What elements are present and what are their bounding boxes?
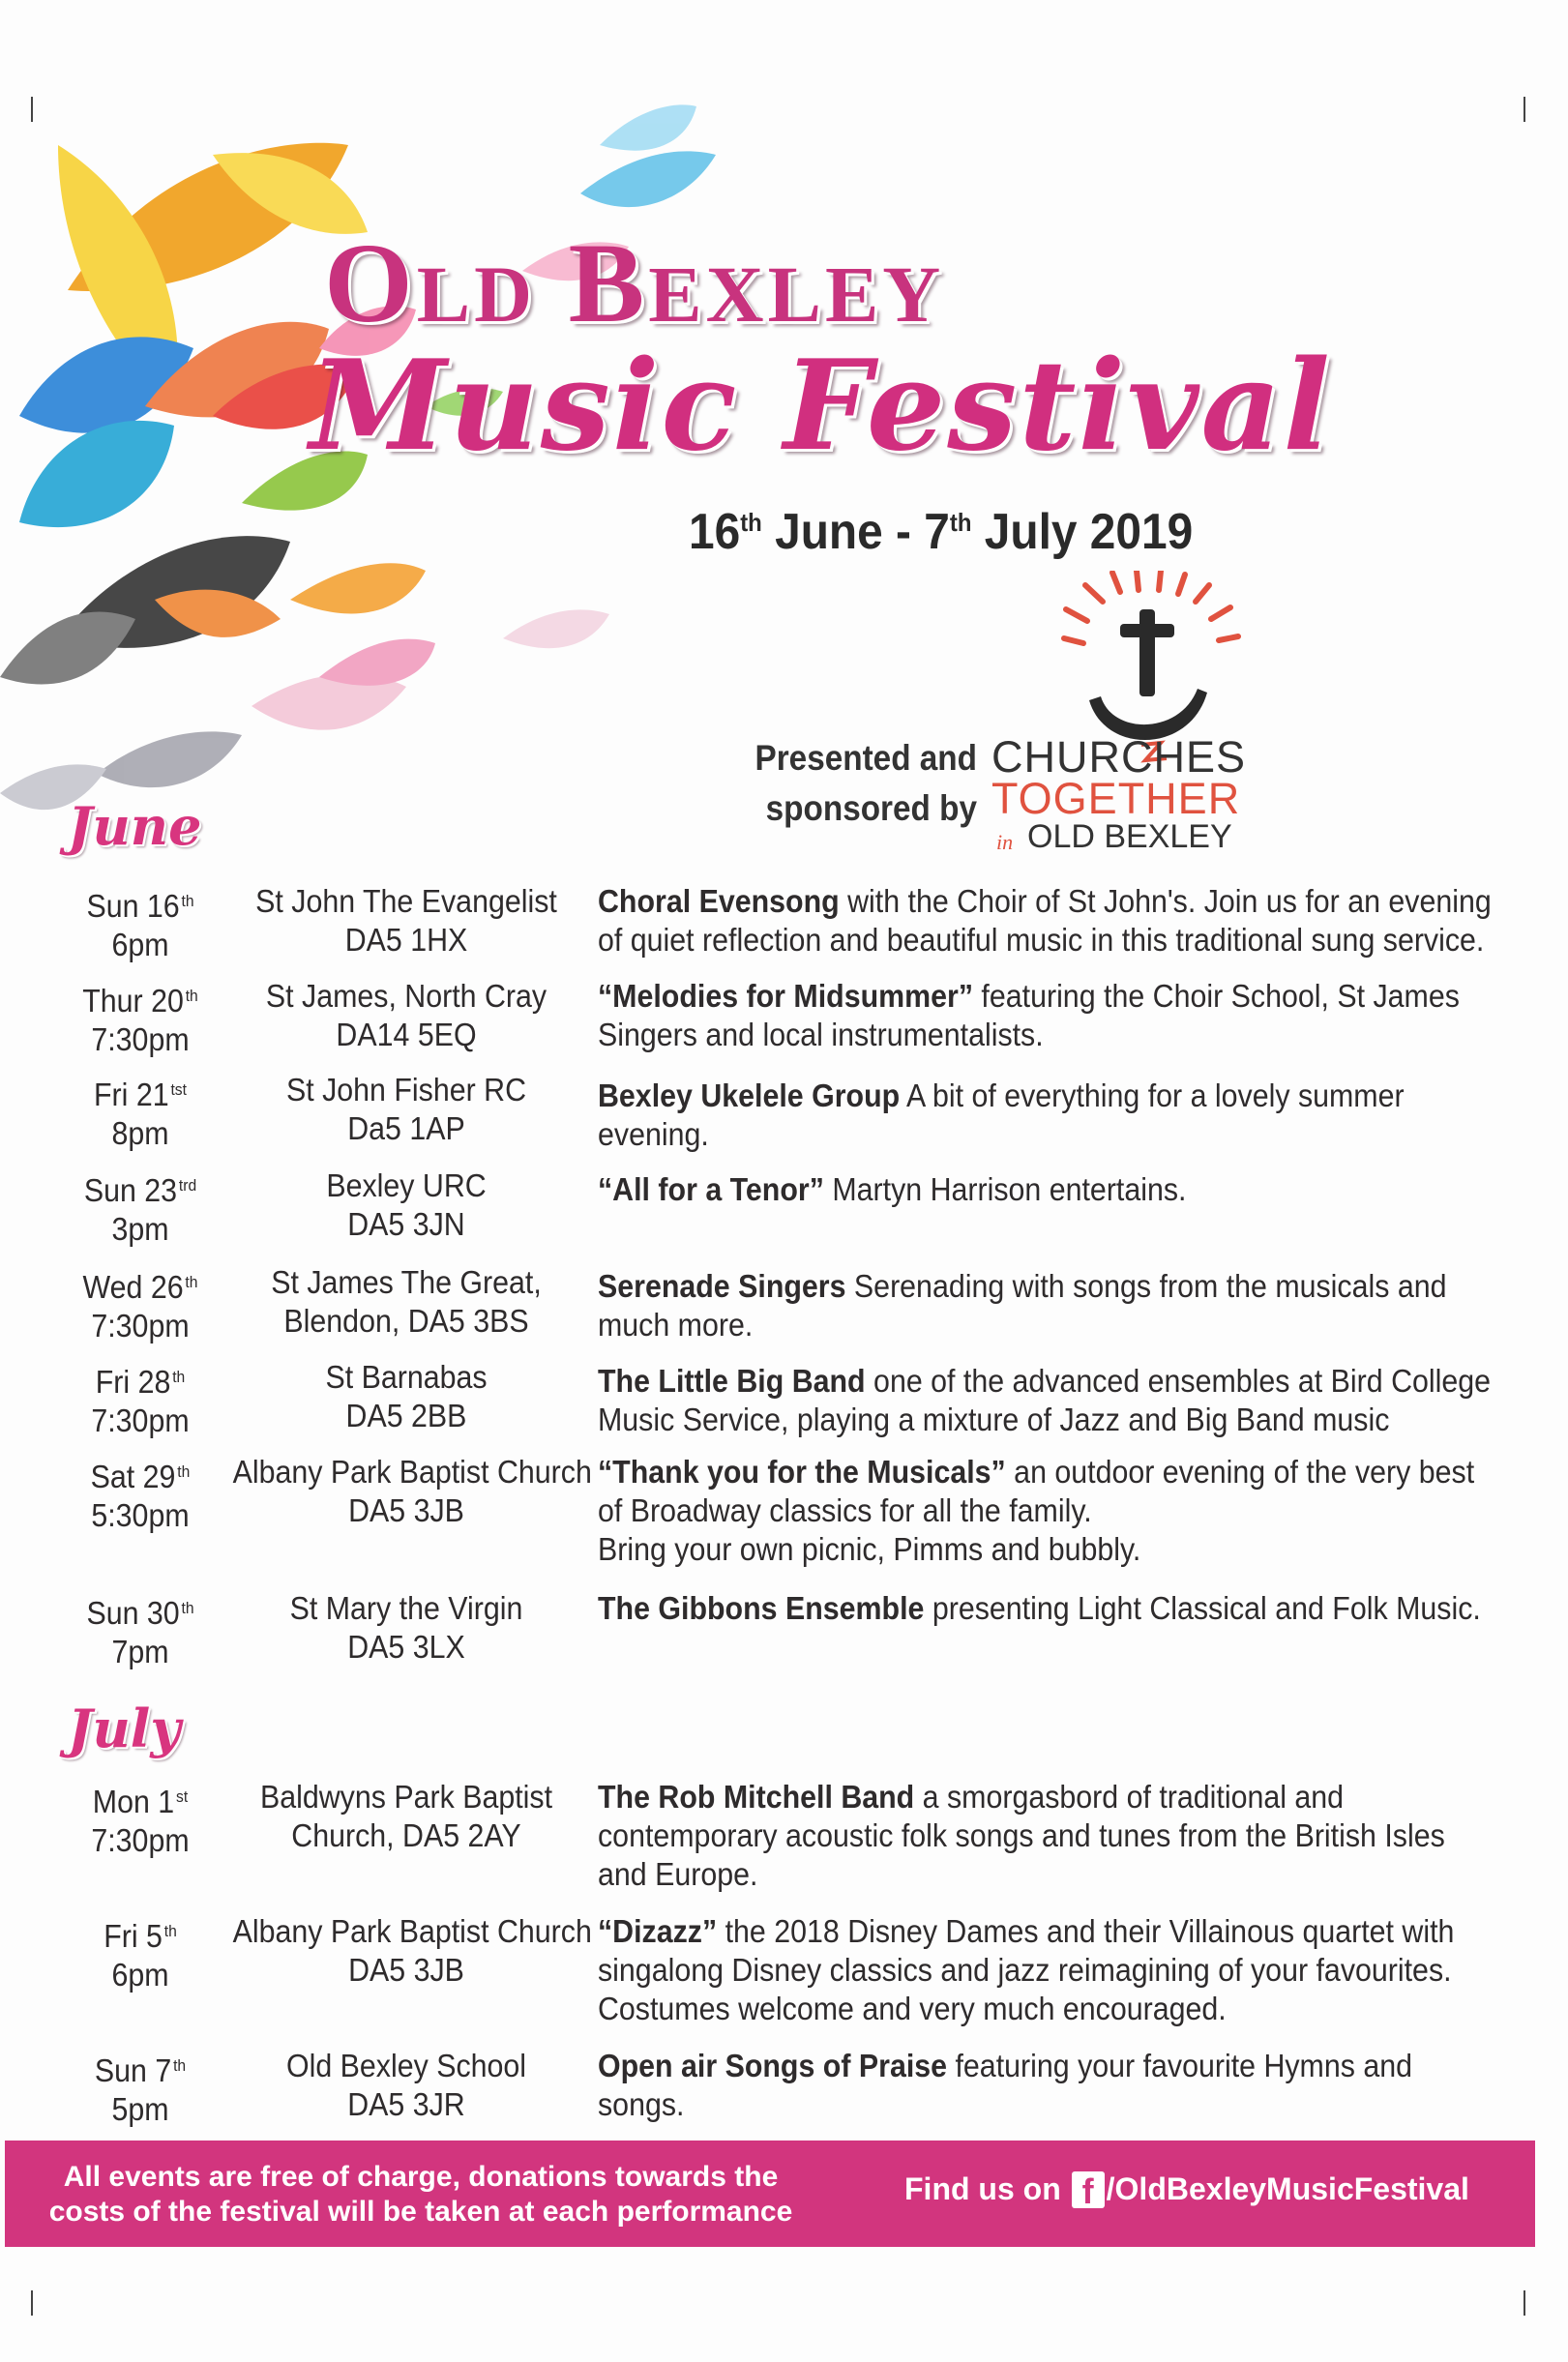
- event-date: Mon 1 $^{st}$ 7:30pm: [91, 1784, 190, 1858]
- festival-title-line2: Music Festival: [310, 334, 1332, 479]
- sponsor-text: [742, 733, 977, 834]
- event-title: “All for a Tenor”: [598, 1171, 824, 1207]
- event-date: Sun 23 $^{trd}$ 3pm: [83, 1172, 197, 1247]
- event-date: Fri 5 $^{th}$ 6pm: [104, 1918, 177, 1993]
- crop-mark: [1524, 2290, 1525, 2316]
- logo-together: TOGETHER: [991, 774, 1241, 823]
- event-venue: St John Fisher RC Da5 1AP: [285, 1072, 527, 1146]
- start-suffix: th: [740, 508, 762, 537]
- event-date: Wed 26 $^{th}$ 7:30pm: [82, 1269, 198, 1343]
- logo-in: in: [996, 830, 1014, 854]
- event-venue: Albany Park Baptist Church DA5 3JB: [232, 1913, 592, 1988]
- sponsor-line2: sponsored by: [765, 788, 977, 828]
- event-title: Serenade Singers: [598, 1268, 846, 1304]
- event-title: Choral Evensong: [598, 883, 840, 919]
- event-title: “Melodies for Midsummer”: [598, 978, 973, 1014]
- event-title: “Thank you for the Musicals”: [598, 1454, 1006, 1490]
- event-venue: St James, North Cray DA14 5EQ: [265, 978, 547, 1052]
- event-description: Serenade Singers Serenading with songs from the musicals and much more.: [598, 1268, 1447, 1343]
- start-month: June: [775, 504, 883, 560]
- event-venue: St John The Evangelist DA5 1HX: [255, 883, 557, 958]
- sponsor-line1: Presented and: [754, 738, 977, 778]
- facebook-link[interactable]: [904, 2171, 1469, 2211]
- event-title: Open air Songs of Praise: [598, 2048, 948, 2083]
- event-venue: Albany Park Baptist Church DA5 3JB: [232, 1454, 592, 1528]
- end-month-year: July 2019: [984, 504, 1194, 560]
- event-description: Bexley Ukelele Group A bit of everything for a lovely summer evening.: [598, 1078, 1405, 1152]
- event-venue: Bexley URC DA5 3JN: [326, 1167, 487, 1242]
- event-date: Fri 28 $^{th}$ 7:30pm: [91, 1364, 190, 1438]
- event-description: “Melodies for Midsummer” featuring the Choir School, St James Singers and local instrumentalists.: [598, 978, 1460, 1052]
- footer-notice-line2: costs of the festival will be taken at each performance: [48, 2196, 793, 2228]
- event-title: The Rob Mitchell Band: [598, 1779, 915, 1815]
- event-title: The Gibbons Ensemble: [598, 1590, 925, 1626]
- facebook-icon: f: [1072, 2171, 1105, 2208]
- event-title: The Little Big Band: [598, 1363, 866, 1399]
- event-description: The Little Big Band one of the advanced ensembles at Bird College Music Service, playing a mixture of Jazz and Big Band music: [598, 1363, 1492, 1437]
- crop-mark: [31, 2290, 33, 2316]
- event-description: Open air Songs of Praise featuring your favourite Hymns and songs.: [598, 2048, 1413, 2122]
- find-us-label: Find us on: [904, 2171, 1061, 2206]
- event-venue: St Mary the Virgin DA5 3LX: [289, 1590, 523, 1665]
- month-heading-july: July: [68, 1698, 181, 1759]
- date-separator: -: [896, 504, 911, 560]
- event-title: Bexley Ukelele Group: [598, 1078, 901, 1113]
- event-date: Fri 21 $^{tst}$ 8pm: [94, 1077, 187, 1151]
- event-description: “Dizazz” the 2018 Disney Dames and their Villainous quartet with singalong Disney classics and jazz reimagining of your favourites. Costumes welcome and very much encouraged.: [598, 1913, 1455, 2026]
- event-date: Sat 29 $^{th}$ 5:30pm: [90, 1459, 191, 1533]
- event-description: The Gibbons Ensemble presenting Light Classical and Folk Music.: [598, 1590, 1481, 1626]
- end-day: 7: [924, 504, 950, 560]
- event-description: Choral Evensong with the Choir of St John's. Join us for an evening of quiet reflection and beautiful music in this traditional sung service.: [598, 883, 1492, 958]
- event-description: “All for a Tenor” Martyn Harrison entertains.: [598, 1171, 1187, 1207]
- event-date: Sun 7 $^{th}$ 5pm: [94, 2052, 187, 2127]
- footer-notice: [34, 2160, 808, 2229]
- start-day: 16: [689, 504, 741, 560]
- event-venue: St Barnabas DA5 2BB: [325, 1359, 488, 1433]
- month-heading-june: June: [68, 795, 202, 857]
- footer-notice-line1: All events are free of charge, donations towards the: [63, 2161, 779, 2193]
- logo-old-bexley: OLD BEXLEY: [1027, 818, 1232, 855]
- festival-dates: [689, 503, 1240, 561]
- event-date: Sun 16 $^{th}$ 6pm: [86, 888, 194, 962]
- event-description: The Rob Mitchell Band a smorgasbord of traditional and contemporary acoustic folk songs and tunes from the British Isles and Europe.: [598, 1779, 1445, 1892]
- logo-churches: CHURCHES: [991, 732, 1247, 782]
- event-venue: St James The Great, Blendon, DA5 3BS: [271, 1264, 542, 1339]
- footer-banner: [5, 2141, 1535, 2247]
- event-date: Sun 30 $^{th}$ 7pm: [86, 1595, 194, 1669]
- event-venue: Old Bexley School DA5 3JR: [285, 2048, 527, 2122]
- event-description: “Thank you for the Musicals” an outdoor evening of the very best of Broadway classics for all the family. Bring your own picnic, Pimms and bubbly.: [598, 1454, 1475, 1567]
- event-title: “Dizazz”: [598, 1913, 718, 1949]
- facebook-handle[interactable]: /OldBexleyMusicFestival: [1106, 2171, 1469, 2206]
- end-suffix: th: [949, 508, 972, 537]
- event-date: Thur 20 $^{th}$ 7:30pm: [82, 983, 198, 1057]
- event-venue: Baldwyns Park Baptist Church, DA5 2AY: [259, 1779, 553, 1853]
- festival-title-line1: Old Bexley: [324, 220, 945, 346]
